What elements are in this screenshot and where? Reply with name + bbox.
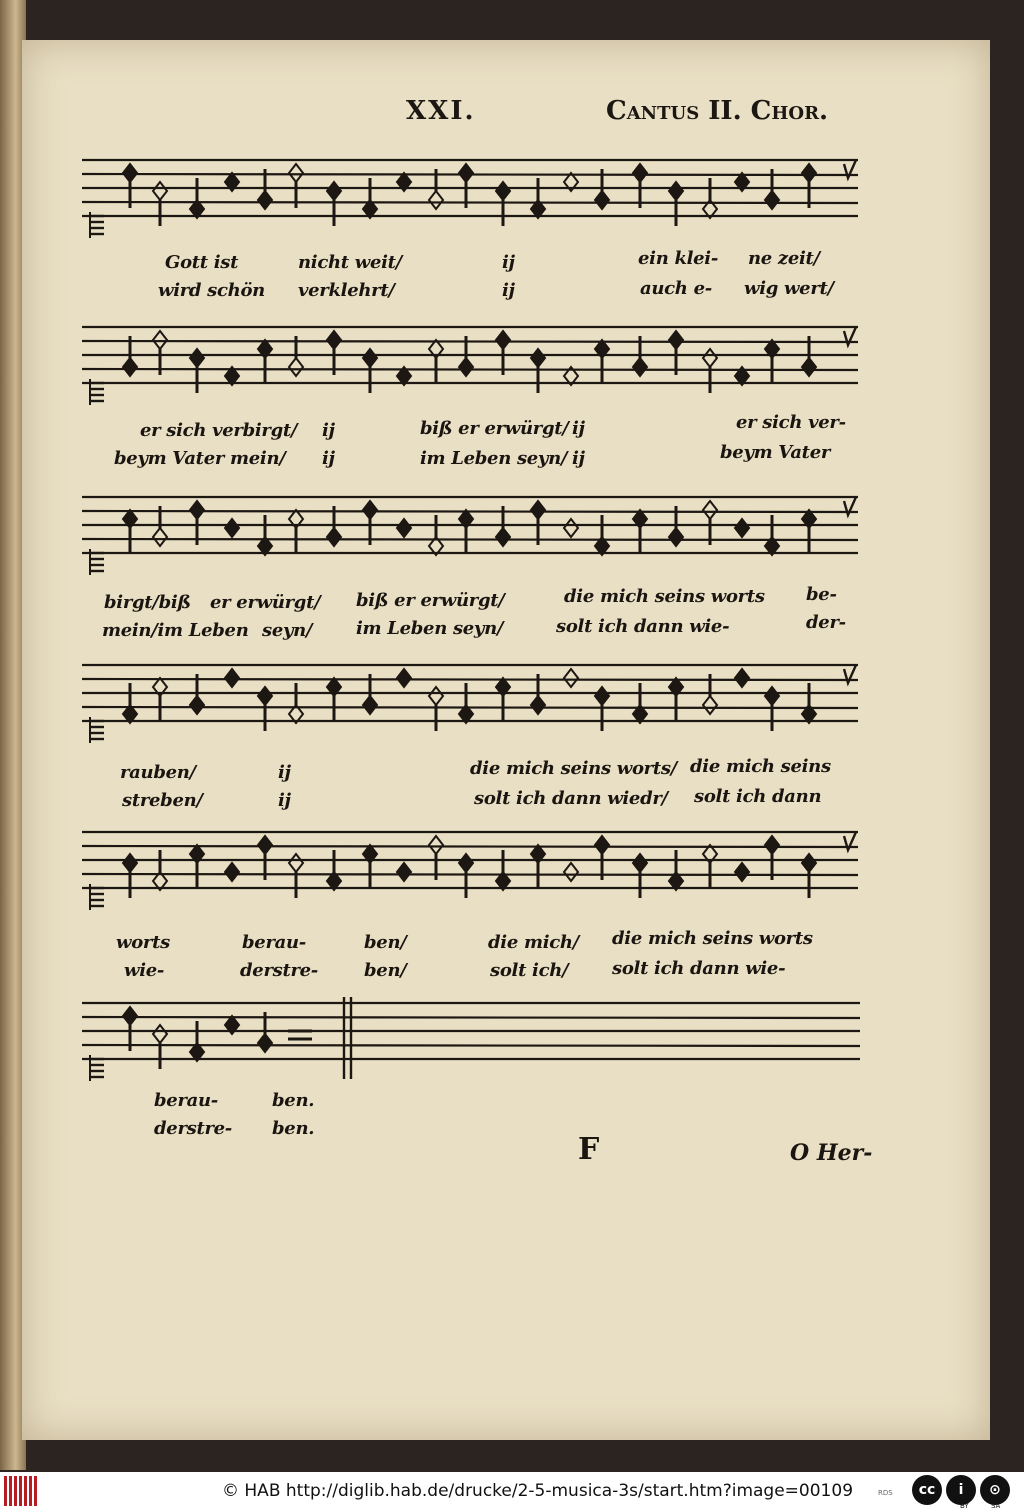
note: [258, 687, 272, 731]
lyric-syllable: ben/: [364, 960, 407, 981]
sa-icon: ⊙: [980, 1475, 1010, 1505]
lyric-syllable: solt ich dann wie-: [556, 616, 730, 637]
note: [258, 515, 272, 555]
note: [633, 854, 647, 898]
by-icon: i: [946, 1475, 976, 1505]
note: [289, 683, 303, 723]
lyric-syllable: wird schön: [158, 280, 265, 301]
lyric-syllable: ij: [278, 790, 291, 811]
page-number: XXI.: [406, 96, 476, 126]
note: [397, 519, 411, 537]
staff-line: [82, 341, 858, 342]
voice-heading: Cantus II. Chor.: [606, 96, 829, 126]
lyric-syllable: derstre-: [154, 1118, 232, 1139]
note: [564, 863, 578, 881]
note: [531, 501, 545, 545]
note: [669, 182, 683, 226]
lyric-syllable: solt ich dann wiedr/: [474, 788, 668, 809]
note: [633, 510, 647, 554]
note: [225, 519, 239, 537]
note: [633, 683, 647, 723]
lyric-syllable: mein/im Leben: [102, 620, 249, 641]
lyric-syllable: ben.: [272, 1090, 315, 1111]
lyric-syllable: solt ich dann: [694, 786, 822, 807]
note: [429, 340, 443, 384]
note: [225, 669, 239, 687]
lyric-syllable: rauben/: [120, 762, 196, 783]
staff-line: [82, 1017, 860, 1018]
note: [703, 845, 717, 889]
note: [633, 164, 647, 208]
lyric-syllable: ij: [322, 448, 335, 469]
sa-label: SA: [990, 1502, 1001, 1510]
lyric-syllable: ein klei-: [638, 248, 719, 269]
lyric-syllable: die mich/: [488, 932, 579, 953]
lyric-syllable: ij: [502, 252, 515, 273]
lyric-syllable: ben.: [272, 1118, 315, 1139]
note: [595, 340, 609, 384]
lyric-syllable: ij: [572, 418, 585, 439]
lyric-syllable: verklehrt/: [298, 280, 395, 301]
note: [531, 845, 545, 889]
note: [289, 510, 303, 554]
note: [802, 510, 816, 554]
note: [564, 669, 578, 687]
note: [153, 850, 167, 890]
lyric-syllable: ne zeit/: [748, 248, 820, 269]
lyric-syllable: die mich seins worts: [564, 586, 765, 607]
lyric-syllable: ij: [502, 280, 515, 301]
lyric-syllable: nicht weit/: [298, 252, 402, 273]
lyric-syllable: birgt/biß: [104, 592, 191, 613]
note: [459, 683, 473, 723]
note: [595, 515, 609, 555]
cc-icon: cc: [912, 1475, 942, 1505]
lyric-syllable: ij: [322, 420, 335, 441]
note: [703, 501, 717, 545]
lyric-syllable: solt ich/: [490, 960, 569, 981]
lyric-syllable: streben/: [122, 790, 203, 811]
note: [669, 678, 683, 722]
note: [225, 863, 239, 881]
note: [327, 678, 341, 722]
lyric-syllable: er sich ver-: [736, 412, 846, 433]
lyric-syllable: die mich seins worts/: [470, 758, 677, 779]
note: [123, 854, 137, 898]
note: [802, 683, 816, 723]
lyric-syllable: solt ich dann wie-: [612, 958, 786, 979]
note: [258, 340, 272, 384]
lyric-syllable: ben/: [364, 932, 407, 953]
note: [802, 164, 816, 208]
lyric-syllable: seyn/: [262, 620, 313, 641]
note: [765, 836, 779, 880]
note: [123, 510, 137, 554]
license-labels: [960, 1502, 1000, 1510]
note: [397, 863, 411, 881]
note: [190, 178, 204, 218]
note: [496, 182, 510, 226]
note: [669, 331, 683, 375]
lyric-syllable: worts: [116, 932, 170, 953]
note: [327, 850, 341, 890]
lyric-syllable: berau-: [154, 1090, 218, 1111]
note: [459, 510, 473, 554]
lyric-syllable: im Leben seyn/: [356, 618, 504, 639]
lyric-syllable: der-: [806, 612, 846, 633]
note: [153, 678, 167, 722]
note: [190, 1021, 204, 1061]
lyric-syllable: biß er erwürgt/: [356, 590, 505, 611]
note: [496, 331, 510, 375]
note: [459, 854, 473, 898]
note: [327, 182, 341, 226]
lyric-syllable: wig wert/: [744, 278, 834, 299]
note: [735, 669, 749, 687]
note: [595, 687, 609, 731]
note: [496, 678, 510, 722]
note: [735, 519, 749, 537]
by-label: BY: [960, 1502, 969, 1510]
footer-tiny-label: RDS: [878, 1489, 893, 1497]
note: [531, 349, 545, 393]
lyric-syllable: ij: [278, 762, 291, 783]
note: [429, 515, 443, 555]
note: [190, 349, 204, 393]
lyric-syllable: beym Vater: [720, 442, 831, 463]
lyric-syllable: derstre-: [240, 960, 318, 981]
note: [531, 178, 545, 218]
lyric-syllable: die mich seins: [690, 756, 831, 777]
note: [190, 845, 204, 889]
lyric-syllable: Gott ist: [165, 252, 239, 273]
viewer-footer: [0, 1472, 1024, 1512]
note: [703, 178, 717, 218]
lyric-syllable: ij: [572, 448, 585, 469]
hab-logo-icon: [4, 1476, 38, 1506]
catchword: O Her-: [790, 1140, 873, 1166]
lyric-syllable: wie-: [124, 960, 165, 981]
lyric-syllable: auch e-: [640, 278, 712, 299]
note: [564, 519, 578, 537]
note: [595, 836, 609, 880]
lyric-syllable: beym Vater mein/: [114, 448, 286, 469]
note: [496, 850, 510, 890]
lyric-syllable: er erwürgt/: [210, 592, 321, 613]
lyric-syllable: berau-: [242, 932, 306, 953]
note: [735, 863, 749, 881]
note: [669, 850, 683, 890]
lyric-syllable: be-: [806, 584, 837, 605]
note: [123, 683, 137, 723]
lyric-syllable: die mich seins worts: [612, 928, 813, 949]
lyric-syllable: biß er erwürgt/: [420, 418, 569, 439]
signature-mark: F: [578, 1132, 600, 1167]
note: [765, 340, 779, 384]
note: [765, 515, 779, 555]
lyric-syllable: im Leben seyn/: [420, 448, 568, 469]
note: [363, 178, 377, 218]
footer-url[interactable]: © HAB http://diglib.hab.de/drucke/2-5-musica-3s/start.htm?image=00109: [222, 1481, 854, 1501]
note: [765, 687, 779, 731]
note: [363, 349, 377, 393]
note: [397, 669, 411, 687]
lyric-syllable: er sich verbirgt/: [140, 420, 298, 441]
note: [363, 845, 377, 889]
